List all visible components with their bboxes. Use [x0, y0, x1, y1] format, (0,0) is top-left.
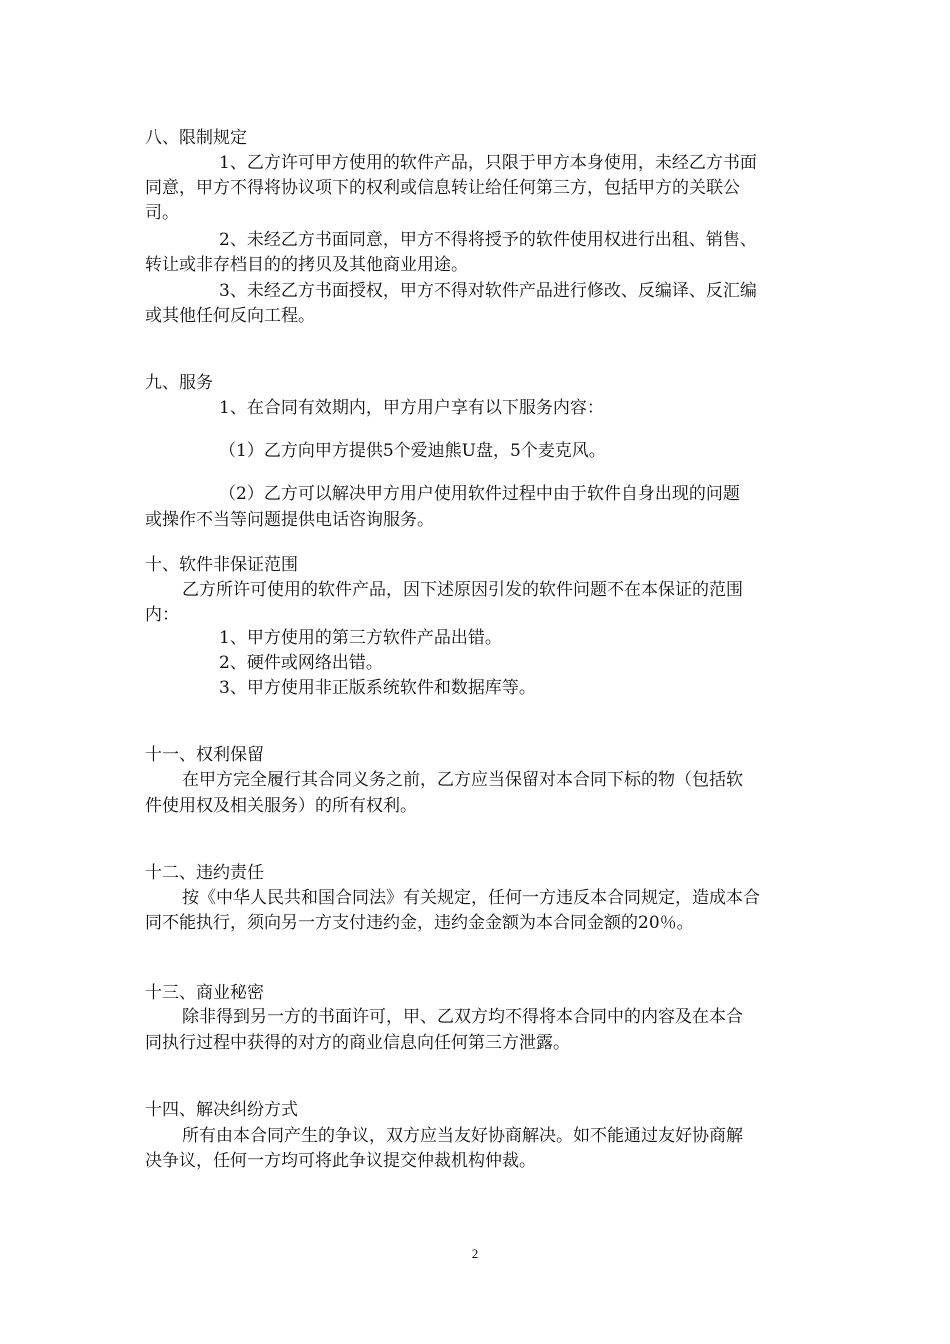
paragraph-line: 3、甲方使用非正版系统软件和数据库等。 [219, 678, 536, 698]
paragraph-line: 内： [145, 605, 179, 625]
paragraph-line: 2、未经乙方书面同意，甲方不得将授予的软件使用权进行出租、销售、 [219, 230, 757, 250]
paragraph-line: 决争议，任何一方均可将此争议提交仲裁机构仲裁。 [145, 1151, 536, 1171]
section-heading: 十一、权利保留 [145, 745, 264, 765]
paragraph-line: 司。 [145, 203, 179, 223]
section-heading: 八、限制规定 [145, 128, 247, 148]
paragraph-line: 在甲方完全履行其合同义务之前，乙方应当保留对本合同下标的物（包括软 [182, 770, 743, 790]
paragraph-line: 件使用权及相关服务）的所有权利。 [145, 796, 417, 816]
paragraph-line: 按《中华人民共和国合同法》有关规定，任何一方违反本合同规定，造成本合 [182, 888, 760, 908]
paragraph-line: 2、硬件或网络出错。 [219, 653, 383, 673]
paragraph-line: （1）乙方向甲方提供5个爱迪熊U盘，5个麦克风。 [219, 441, 606, 461]
paragraph-line: 同意，甲方不得将协议项下的权利或信息转让给任何第三方，包括甲方的关联公 [145, 178, 740, 198]
section-heading: 十四、解决纠纷方式 [145, 1100, 298, 1120]
section-heading: 十三、商业秘密 [145, 983, 264, 1003]
section-heading: 十、软件非保证范围 [145, 555, 298, 575]
paragraph-line: 1、乙方许可甲方使用的软件产品，只限于甲方本身使用，未经乙方书面 [219, 153, 757, 173]
paragraph-line: 除非得到另一方的书面许可，甲、乙双方均不得将本合同中的内容及在本合 [182, 1007, 743, 1027]
paragraph-line: 同执行过程中获得的对方的商业信息向任何第三方泄露。 [145, 1033, 570, 1053]
paragraph-line: 转让或非存档目的的拷贝及其他商业用途。 [145, 255, 468, 275]
section-heading: 九、服务 [145, 373, 213, 393]
paragraph-line: 或其他任何反向工程。 [145, 306, 315, 326]
section-heading: 十二、违约责任 [145, 863, 264, 883]
paragraph-line: 1、甲方使用的第三方软件产品出错。 [219, 628, 502, 648]
paragraph-line: 3、未经乙方书面授权，甲方不得对软件产品进行修改、反编译、反汇编 [219, 281, 757, 301]
paragraph-line: 1、在合同有效期内，甲方用户享有以下服务内容： [219, 398, 604, 418]
paragraph-line: 同不能执行，须向另一方支付违约金，违约金金额为本合同金额的20％。 [145, 913, 694, 933]
paragraph-line: （2）乙方可以解决甲方用户使用软件过程中由于软件自身出现的问题 [219, 484, 740, 504]
page-number: 2 [471, 1246, 479, 1261]
paragraph-line: 所有由本合同产生的争议，双方应当友好协商解决。如不能通过友好协商解 [182, 1126, 743, 1146]
paragraph-line: 或操作不当等问题提供电话咨询服务。 [145, 510, 434, 530]
paragraph-line: 乙方所许可使用的软件产品，因下述原因引发的软件问题不在本保证的范围 [182, 580, 743, 600]
